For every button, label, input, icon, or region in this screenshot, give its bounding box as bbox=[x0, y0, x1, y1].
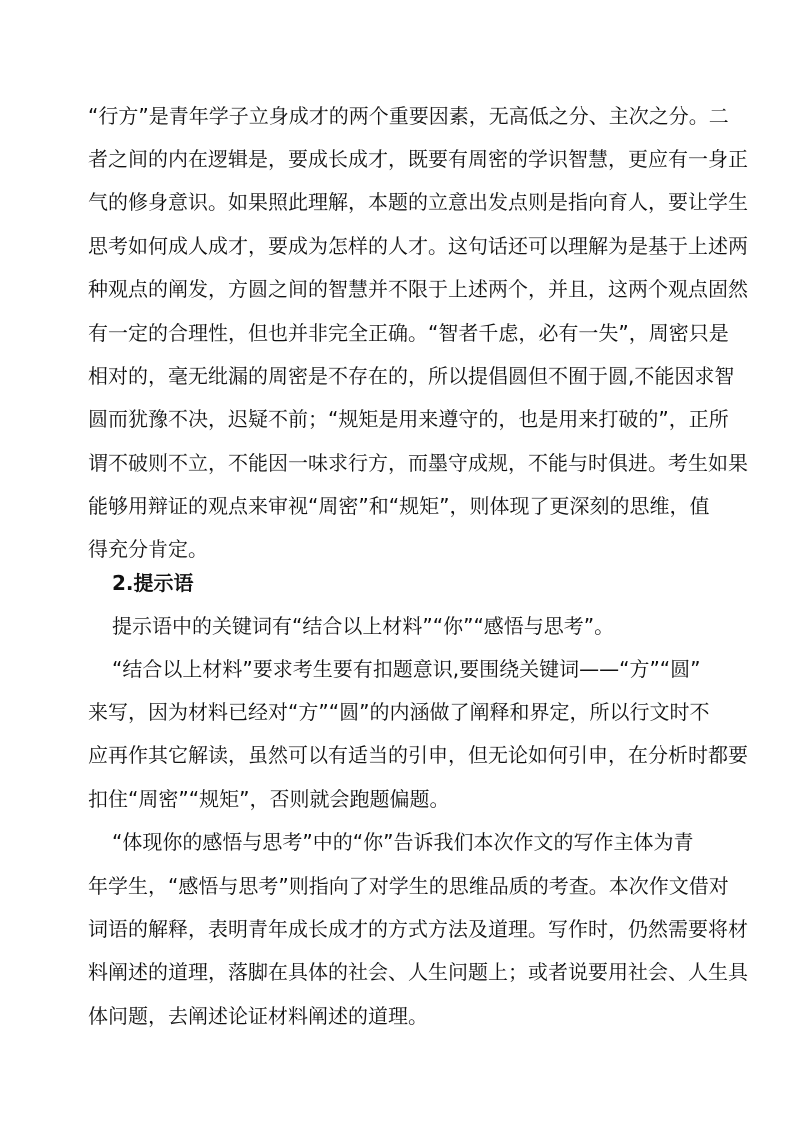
paragraph-line: “行方”是青年学子立身成才的两个重要因素，无高低之分、主次之分。二 bbox=[88, 104, 729, 128]
paragraph-line: “结合以上材料”要求考生要有扣题意识,要围绕关键词——“方”“圆” bbox=[112, 657, 701, 681]
paragraph-line: “体现你的感悟与思考”中的“你”告诉我们本次作文的写作主体为青 bbox=[112, 830, 694, 854]
paragraph-line: 有一定的合理性，但也并非完全正确。“智者千虑，必有一失”，周密只是 bbox=[88, 321, 729, 345]
paragraph-line: 应再作其它解读，虽然可以有适当的引申，但无论如何引申，在分析时都要 bbox=[88, 743, 748, 767]
paragraph-line: 扣住“周密”“规矩”，否则就会跑题偏题。 bbox=[88, 787, 450, 811]
paragraph-line: 料阐述的道理，落脚在具体的社会、人生问题上；或者说要用社会、人生具 bbox=[88, 960, 748, 984]
paragraph-line: 相对的，毫无纰漏的周密是不存在的，所以提倡圆但不囿于圆,不能因求智 bbox=[88, 364, 735, 388]
paragraph-line: 种观点的阐发，方圆之间的智慧并不限于上述两个，并且，这两个观点固然 bbox=[88, 277, 748, 301]
paragraph-line: 提示语中的关键词有“结合以上材料”“你”“感悟与思考”。 bbox=[112, 614, 615, 638]
paragraph-line: 词语的解释，表明青年成长成才的方式方法及道理。写作时，仍然需要将材 bbox=[88, 917, 748, 941]
paragraph-line: 年学生，“感悟与思考”则指向了对学生的思维品质的考查。本次作文借对 bbox=[88, 874, 729, 898]
paragraph-line: 体问题，去阐述论证材料阐述的道理。 bbox=[88, 1004, 428, 1028]
paragraph-line: 气的修身意识。如果照此理解，本题的立意出发点则是指向育人，要让学生 bbox=[88, 190, 748, 214]
paragraph-line: 谓不破则不立，不能因一味求行方，而墨守成规，不能与时俱进。考生如果 bbox=[88, 451, 748, 475]
paragraph-line: 思考如何成人成才，要成为怎样的人才。这句话还可以理解为是基于上述两 bbox=[88, 234, 748, 258]
section-heading: 2.提示语 bbox=[112, 571, 194, 595]
paragraph-line: 者之间的内在逻辑是，要成长成才，既要有周密的学识智慧，更应有一身正 bbox=[88, 147, 748, 171]
paragraph-line: 能够用辩证的观点来审视“周密”和“规矩”，则体现了更深刻的思维，值 bbox=[88, 494, 710, 518]
paragraph-line: 得充分肯定。 bbox=[88, 537, 208, 561]
paragraph-line: 圆而犹豫不决，迟疑不前；“规矩是用来遵守的，也是用来打破的”，正所 bbox=[88, 407, 729, 431]
paragraph-line: 来写，因为材料已经对“方”“圆”的内涵做了阐释和界定，所以行文时不 bbox=[88, 700, 710, 724]
